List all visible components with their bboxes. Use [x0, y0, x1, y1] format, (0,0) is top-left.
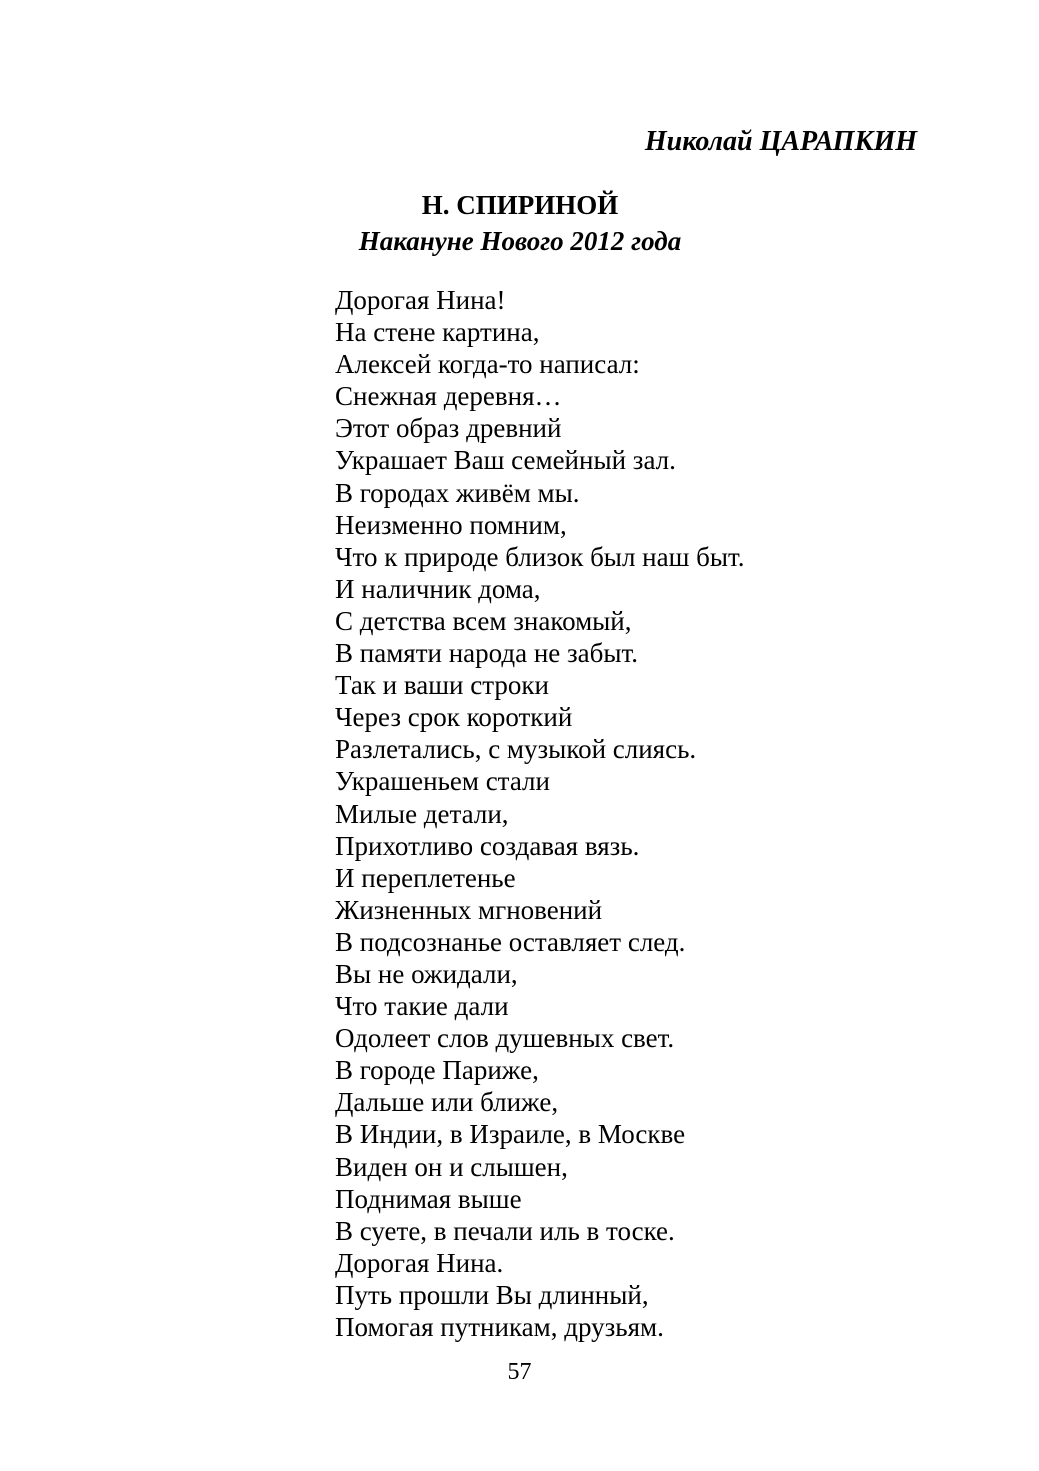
poem-line: Через срок короткий [335, 702, 573, 733]
poem-line: В городе Париже, [335, 1055, 539, 1086]
poem-line: И переплетенье [335, 862, 516, 893]
poem-line: Этот образ древний [335, 413, 562, 444]
poem-line: В памяти народа не забыт. [335, 638, 639, 669]
page-number: 57 [507, 1359, 532, 1385]
poem-line: Вы не ожидали, [335, 958, 518, 989]
poem-title: Н. СПИРИНОЙ [421, 190, 619, 220]
poem-line: Поднимая выше [335, 1183, 522, 1214]
poem-line: Неизменно помним, [335, 509, 567, 540]
poem-line: Жизненных мгновений [335, 894, 603, 925]
poem-line: Дорогая Нина! [335, 285, 506, 315]
poem-line: Что к природе близок был наш быт. [335, 541, 745, 572]
poem-line: Что такие дали [335, 991, 509, 1022]
poem-line: Путь прошли Вы длинный, [335, 1279, 649, 1310]
poem-line: Виден он и слышен, [335, 1151, 568, 1182]
poem-line: Одолеет слов душевных свет. [335, 1023, 675, 1054]
poem-line: Украшеньем стали [335, 766, 550, 797]
poem-line: Так и ваши строки [335, 670, 549, 701]
poem-line: И наличник дома, [335, 573, 541, 604]
poem-line: В суете, в печали иль в тоске. [335, 1215, 675, 1246]
poem-line: Милые детали, [335, 798, 509, 829]
poem-line: Дальше или ближе, [335, 1087, 559, 1118]
poem-line: В подсознанье оставляет след. [335, 926, 686, 957]
poem-line: В Индии, в Израиле, в Москве [335, 1119, 686, 1150]
poem-line: Помогая путникам, друзьям. [335, 1312, 664, 1342]
poem-line: Украшает Ваш семейный зал. [335, 445, 676, 476]
poem-line: Снежная деревня… [335, 381, 562, 412]
poem-line: На стене картина, [335, 317, 540, 348]
poem-line: Дорогая Нина. [335, 1247, 504, 1278]
poem-line: В городах живём мы. [335, 477, 580, 508]
author-name: Николай ЦАРАПКИН [644, 126, 917, 157]
poem-subtitle: Накануне Нового 2012 года [358, 226, 682, 256]
poem-line: Разлетались, с музыкой слиясь. [335, 734, 697, 765]
poem-line: С детства всем знакомый, [335, 605, 632, 636]
poem-line: Алексей когда-то написал: [335, 349, 640, 380]
poem-body [335, 284, 745, 1343]
poem-line: Прихотливо создавая вязь. [335, 830, 640, 861]
